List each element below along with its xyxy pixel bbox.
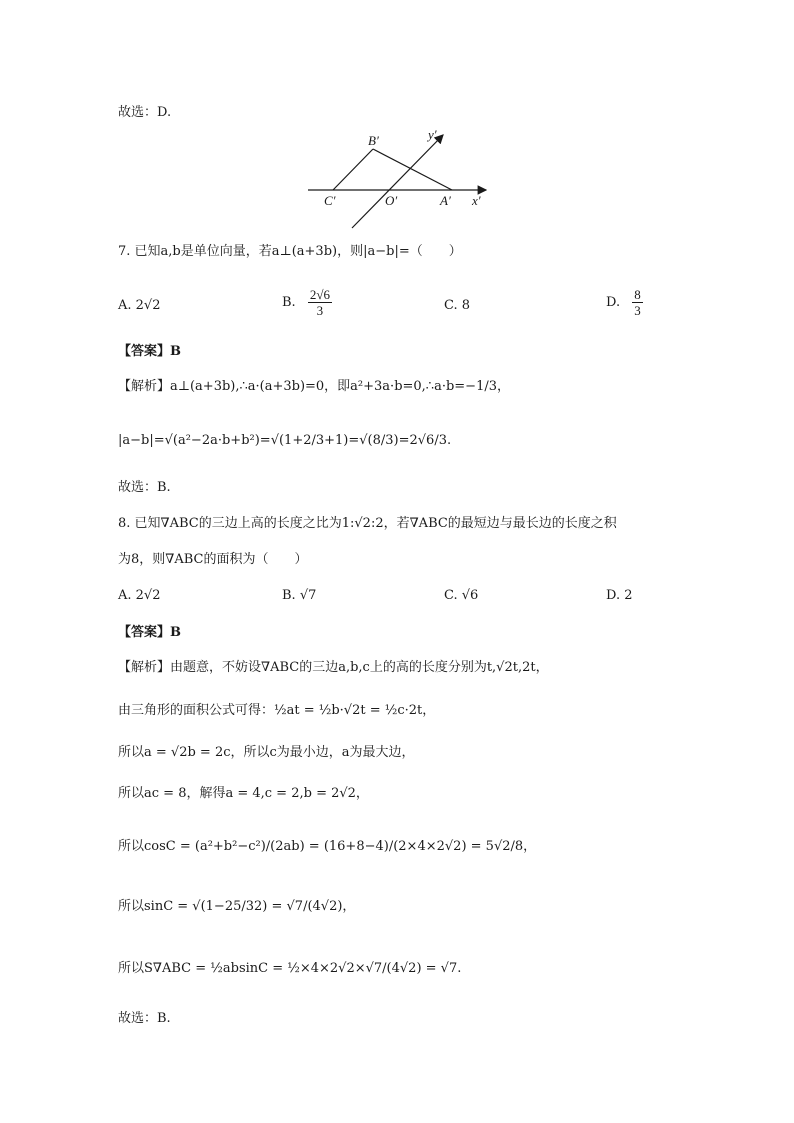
q7-answer: 【答案】B	[118, 344, 181, 359]
q7-analysis-line-2: |a−b|=√(a²−2a·b+b²)=√(1+2/3+1)=√(8/3)=2√6/3.	[118, 433, 452, 448]
q8-analysis-line: 所以a = √2b = 2c，所以c为最小边，a为最大边，	[118, 745, 415, 760]
q8-answer: 【答案】B	[118, 625, 181, 640]
segment-ba	[373, 149, 452, 190]
q7-analysis-line-1: 【解析】a⊥(a+3b),∴a·(a+3b)=0，即a²+3a·b=0,∴a·b=−1/3，	[118, 379, 510, 394]
q8-analysis-line: 所以ac = 8，解得a = 4,c = 2,b = 2√2，	[118, 786, 369, 801]
q8-stem-line-2: 为8，则∇ABC的面积为（ ）	[118, 552, 308, 567]
q8-analysis-line: 【解析】由题意，不妨设∇ABC的三边a,b,c上的高的长度分别为t,√2t,2t，	[118, 660, 549, 675]
option-letter: B.	[282, 295, 296, 310]
y-axis	[352, 135, 443, 228]
label-y: y′	[428, 127, 437, 142]
q7-option-a: A. 2√2	[118, 298, 161, 313]
oblique-axes-figure	[300, 125, 500, 235]
fraction: $\frac{2√6}{3}$	[309, 287, 330, 318]
q8-option-c: C. √6	[444, 588, 479, 603]
q8-option-a: A. 2√2	[118, 588, 161, 603]
q7-option-b	[282, 287, 332, 318]
segment-cb	[333, 149, 373, 190]
q8-conclusion: 故选：B.	[118, 1011, 171, 1026]
q8-option-d: D. 2	[606, 588, 633, 603]
q7-conclusion: 故选：B.	[118, 480, 171, 495]
label-c: C′	[324, 193, 336, 208]
q8-option-b: B. √7	[282, 588, 317, 603]
label-b: B′	[368, 133, 379, 148]
q6-conclusion: 故选：D.	[118, 105, 172, 120]
q7-option-d	[606, 287, 643, 318]
q8-analysis-line: 由三角形的面积公式可得：½at = ½b·√2t = ½c·2t，	[118, 703, 436, 718]
label-a: A′	[440, 193, 451, 208]
q7-stem: 7. 已知a,b是单位向量，若a⊥(a+3b)，则|a−b|=（ ）	[118, 244, 462, 259]
q8-analysis-line: 所以sinC = √(1−25/32) = √7/(4√2)，	[118, 899, 356, 914]
fraction: $\frac{8}{3}$	[634, 287, 641, 318]
q7-option-c: C. 8	[444, 298, 471, 313]
label-x: x′	[472, 193, 481, 208]
q8-analysis-line: 所以S∇ABC = ½absinC = ½×4×2√2×√7/(4√2) = √7.	[118, 961, 462, 976]
q8-stem-line-1: 8. 已知∇ABC的三边上高的长度之比为1:√2:2，若∇ABC的最短边与最长边的长度之积	[118, 516, 617, 531]
q8-analysis-line: 所以cosC = (a²+b²−c²)/(2ab) = (16+8−4)/(2×4×2√2) = 5√2/8，	[118, 839, 537, 854]
label-o: O′	[385, 193, 398, 208]
option-letter: D.	[606, 295, 621, 310]
